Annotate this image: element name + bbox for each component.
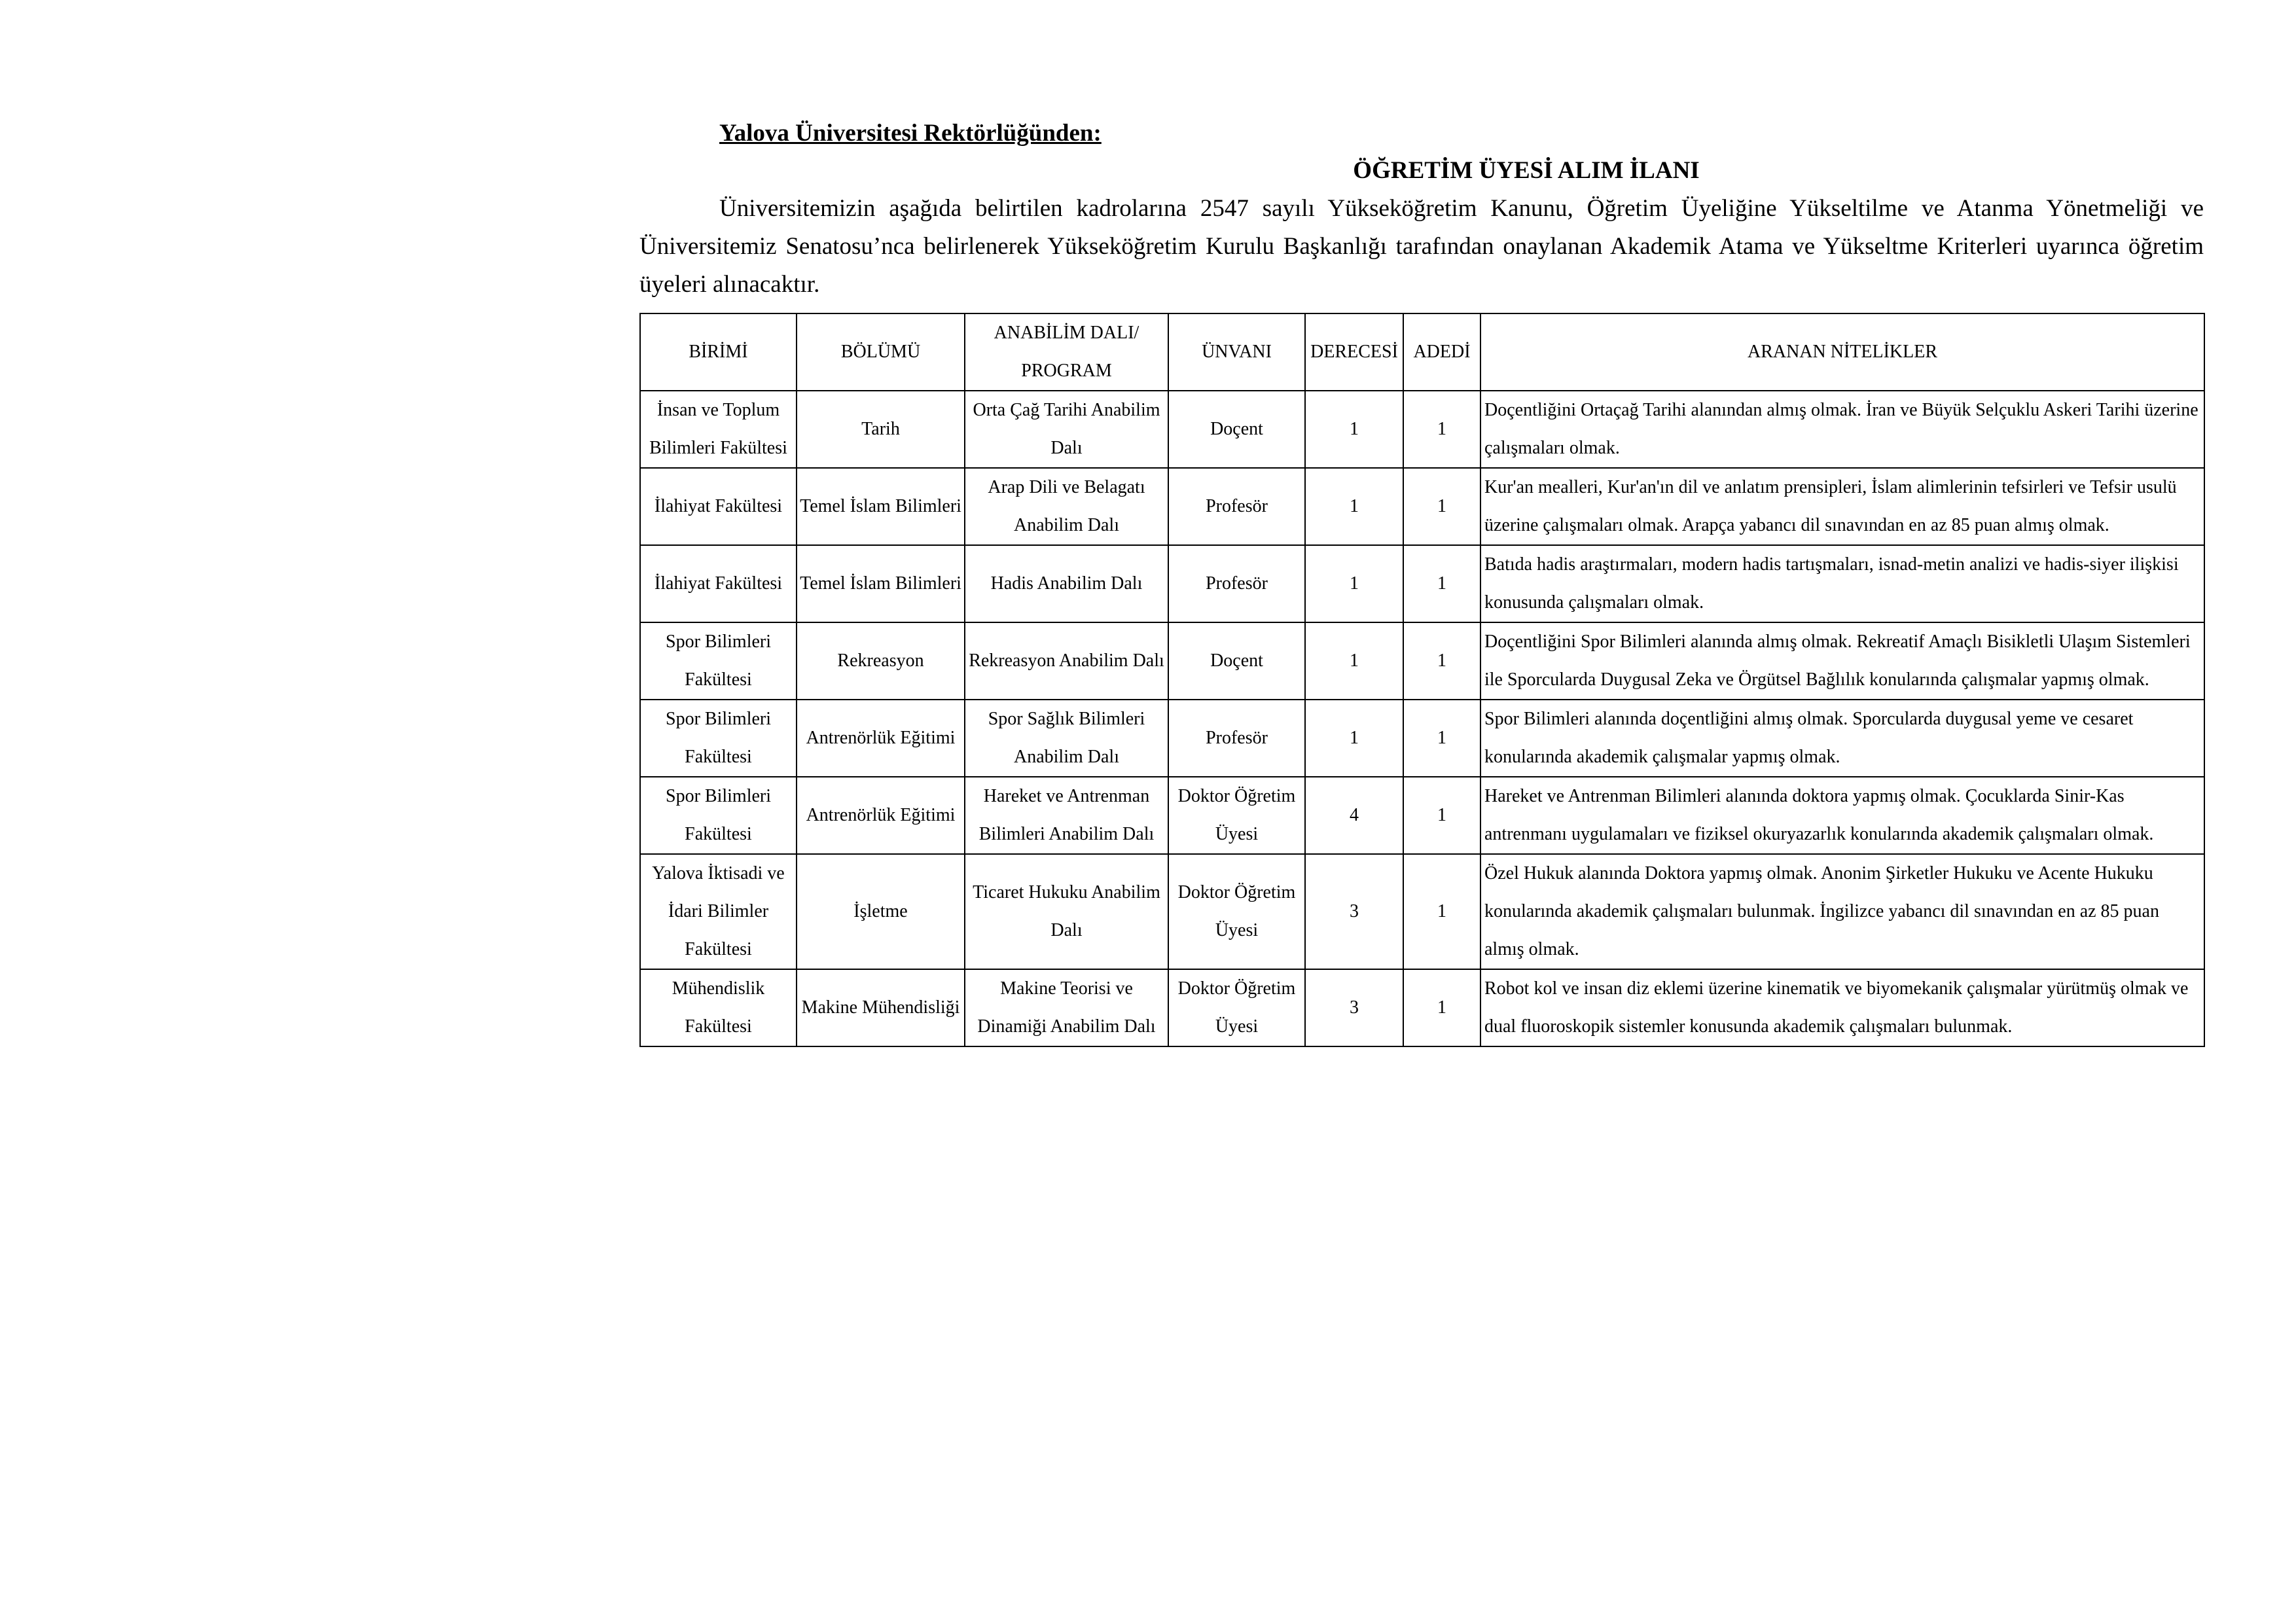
announcement: [639, 115, 2204, 1047]
table-row: [640, 468, 2204, 545]
cell-title: Doktor Öğretim Üyesi: [1168, 969, 1305, 1046]
cell-title: Profesör: [1168, 545, 1305, 622]
cell-program: Hadis Anabilim Dalı: [965, 545, 1168, 622]
table-row: [640, 854, 2204, 969]
cell-unit: Mühendislik Fakültesi: [640, 969, 797, 1046]
positions-table: [639, 313, 2205, 1047]
header-degree: DERECESİ: [1305, 313, 1403, 391]
cell-requirements: Kur'an mealleri, Kur'an'ın dil ve anlatım prensipleri, İslam alimlerinin tefsirleri ve Tefsir usulü üzerine çalışmaları olmak. Arapça yabancı dil sınavından en az 85 puan almış olmak.: [1480, 468, 2204, 545]
cell-count: 1: [1403, 391, 1480, 468]
cell-department: Tarih: [797, 391, 965, 468]
cell-title: Profesör: [1168, 700, 1305, 777]
rectorate-heading: Yalova Üniversitesi Rektörlüğünden:: [719, 120, 1102, 147]
intro-paragraph: Üniversitemizin aşağıda belirtilen kadrolarına 2547 sayılı Yükseköğretim Kanunu, Öğretim Üyeliğine Yükseltilme ve Atanma Yönetmeliği ve Üniversitemiz Senatosu’nca belirlenerek Yükseköğretim Kurulu Başkanlığı tarafından onaylanan Akademik Atama ve Yükseltme Kriterleri uyarınca öğretim üyeleri alınacaktır.: [639, 195, 2204, 298]
cell-program: Makine Teorisi ve Dinamiği Anabilim Dalı: [965, 969, 1168, 1046]
cell-requirements: Doçentliğini Spor Bilimleri alanında almış olmak. Rekreatif Amaçlı Bisikletli Ulaşım Sistemleri ile Sporcularda Duygusal Zeka ve Örgütsel Bağlılık konularında çalışmalar yapmış olmak.: [1480, 622, 2204, 700]
header-requirements: ARANAN NİTELİKLER: [1480, 313, 2204, 391]
header-department: BÖLÜMÜ: [797, 313, 965, 391]
cell-unit: İnsan ve Toplum Bilimleri Fakültesi: [640, 391, 797, 468]
cell-count: 1: [1403, 468, 1480, 545]
cell-unit: İlahiyat Fakültesi: [640, 468, 797, 545]
cell-unit: Spor Bilimleri Fakültesi: [640, 700, 797, 777]
cell-count: 1: [1403, 854, 1480, 969]
table-header-row: [640, 313, 2204, 391]
cell-department: Makine Mühendisliği: [797, 969, 965, 1046]
cell-unit: İlahiyat Fakültesi: [640, 545, 797, 622]
table-row: [640, 700, 2204, 777]
cell-count: 1: [1403, 969, 1480, 1046]
header-unit: BİRİMİ: [640, 313, 797, 391]
cell-requirements: Doçentliğini Ortaçağ Tarihi alanından almış olmak. İran ve Büyük Selçuklu Askeri Tarihi üzerine çalışmaları olmak.: [1480, 391, 2204, 468]
cell-title: Profesör: [1168, 468, 1305, 545]
cell-degree: 1: [1305, 545, 1403, 622]
cell-degree: 3: [1305, 969, 1403, 1046]
table-row: [640, 969, 2204, 1046]
cell-department: Antrenörlük Eğitimi: [797, 777, 965, 854]
cell-requirements: Spor Bilimleri alanında doçentliğini almış olmak. Sporcularda duygusal yeme ve cesaret konularında akademik çalışmalar yapmış olmak.: [1480, 700, 2204, 777]
cell-title: Doçent: [1168, 622, 1305, 700]
cell-department: İşletme: [797, 854, 965, 969]
cell-department: Temel İslam Bilimleri: [797, 468, 965, 545]
cell-department: Temel İslam Bilimleri: [797, 545, 965, 622]
cell-degree: 1: [1305, 700, 1403, 777]
cell-requirements: Robot kol ve insan diz eklemi üzerine kinematik ve biyomekanik çalışmalar yürütmüş olmak ve dual fluoroskopik sistemler konusunda akademik çalışmaları bulunmak.: [1480, 969, 2204, 1046]
cell-degree: 1: [1305, 622, 1403, 700]
cell-unit: Spor Bilimleri Fakültesi: [640, 777, 797, 854]
cell-department: Antrenörlük Eğitimi: [797, 700, 965, 777]
header-program-line2: PROGRAM: [1021, 361, 1112, 381]
cell-title: Doçent: [1168, 391, 1305, 468]
announcement-title: ÖĞRETİM ÜYESİ ALIM İLANI: [1353, 157, 1700, 184]
table-row: [640, 622, 2204, 700]
cell-degree: 1: [1305, 468, 1403, 545]
cell-count: 1: [1403, 622, 1480, 700]
cell-degree: 3: [1305, 854, 1403, 969]
cell-program: Orta Çağ Tarihi Anabilim Dalı: [965, 391, 1168, 468]
cell-requirements: Özel Hukuk alanında Doktora yapmış olmak. Anonim Şirketler Hukuku ve Acente Hukuku konularında akademik çalışmaları bulunmak. İngilizce yabancı dil sınavından en az 85 puan almış olmak.: [1480, 854, 2204, 969]
cell-unit: Yalova İktisadi ve İdari Bilimler Fakültesi: [640, 854, 797, 969]
table-row: [640, 391, 2204, 468]
cell-title: Doktor Öğretim Üyesi: [1168, 854, 1305, 969]
cell-degree: 1: [1305, 391, 1403, 468]
cell-program: Ticaret Hukuku Anabilim Dalı: [965, 854, 1168, 969]
cell-count: 1: [1403, 700, 1480, 777]
table-row: [640, 777, 2204, 854]
cell-program: Rekreasyon Anabilim Dalı: [965, 622, 1168, 700]
table-row: [640, 545, 2204, 622]
cell-count: 1: [1403, 545, 1480, 622]
cell-requirements: Batıda hadis araştırmaları, modern hadis tartışmaları, isnad-metin analizi ve hadis-siyer ilişkisi konusunda çalışmaları olmak.: [1480, 545, 2204, 622]
cell-title: Doktor Öğretim Üyesi: [1168, 777, 1305, 854]
header-program-line1: ANABİLİM DALI/: [994, 323, 1139, 343]
cell-unit: Spor Bilimleri Fakültesi: [640, 622, 797, 700]
cell-degree: 4: [1305, 777, 1403, 854]
cell-count: 1: [1403, 777, 1480, 854]
cell-requirements: Hareket ve Antrenman Bilimleri alanında doktora yapmış olmak. Çocuklarda Sinir-Kas antrenmanı uygulamaları ve fiziksel okuryazarlık konularında akademik çalışmaları olmak.: [1480, 777, 2204, 854]
header-title: ÜNVANI: [1168, 313, 1305, 391]
header-count: ADEDİ: [1403, 313, 1480, 391]
cell-department: Rekreasyon: [797, 622, 965, 700]
cell-program: Arap Dili ve Belagatı Anabilim Dalı: [965, 468, 1168, 545]
cell-program: Hareket ve Antrenman Bilimleri Anabilim Dalı: [965, 777, 1168, 854]
header-program: [965, 313, 1168, 391]
cell-program: Spor Sağlık Bilimleri Anabilim Dalı: [965, 700, 1168, 777]
